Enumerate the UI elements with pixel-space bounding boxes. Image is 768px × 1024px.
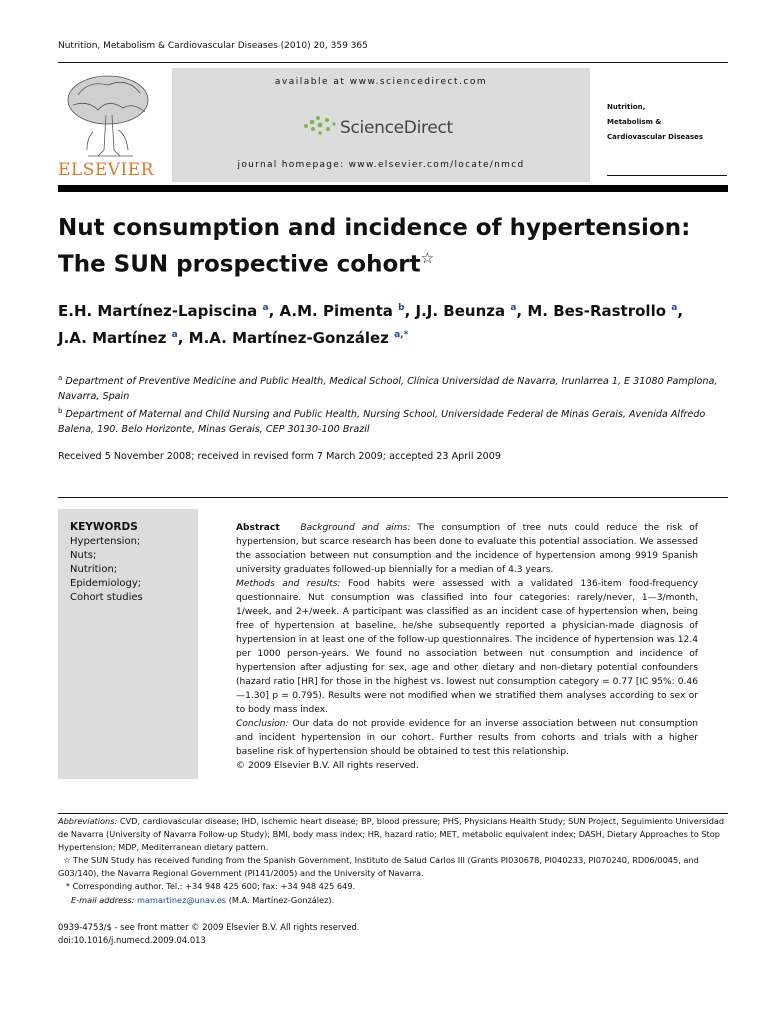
- issn-block: [58, 921, 359, 947]
- issn-line: 0939-4753/$ - see front matter © 2009 Elsevier B.V. All rights reserved.: [58, 922, 360, 932]
- email-link[interactable]: mamartinez@unav.es: [137, 894, 227, 905]
- journal-name: [607, 100, 727, 145]
- abstract-copyright: © 2009 Elsevier B.V. All rights reserved.: [236, 761, 419, 771]
- abbreviations-text: CVD, cardiovascular disease; IHD, ischemic heart disease; BP, blood pressure; PHS, Physicians Health Study; SUN Project, Seguimiento Universidad de Navarra (University of Navarra Follow-up Study); BMI, body mass index; HR, hazard ratio; MET, metabolic equivalent index; DASH, Dietary Approaches to Stop Hypertension; MDP, Mediterranean dietary pattern.: [58, 816, 725, 853]
- affiliation: [58, 371, 728, 404]
- email-note: [58, 894, 728, 907]
- corresponding-note: [58, 880, 728, 893]
- elsevier-wordmark: ELSEVIER: [58, 160, 154, 180]
- keyword: Hypertension;: [70, 536, 141, 547]
- email-owner: (M.A. Martínez-González).: [228, 894, 335, 905]
- affiliation-link[interactable]: a: [171, 330, 178, 340]
- sciencedirect-dots-icon: [300, 112, 340, 138]
- sciencedirect-logo-text: ScienceDirect: [340, 118, 453, 138]
- abstract-label: Abstract: [236, 523, 280, 533]
- abbreviations-label: Abbreviations:: [58, 816, 118, 826]
- author-separator: ,: [268, 302, 280, 320]
- affiliation: [58, 404, 728, 437]
- methods-label: Methods and results:: [236, 579, 341, 589]
- affiliation-link[interactable]: a: [262, 303, 269, 313]
- journal-name-line: Cardiovascular Diseases: [607, 133, 704, 141]
- abstract-methods: [236, 577, 698, 717]
- affiliation-link[interactable]: a,*: [394, 330, 409, 340]
- author-line: [58, 323, 728, 350]
- aims-text: The consumption of tree nuts could reduce the risk of hypertension, but scarce research has been done to evaluate this potential association. We assessed the association between nut consumption and the incidence of hypertension among 9919 Spanish university graduates followed-up biennially for a median of 4.3 years.: [236, 523, 698, 575]
- abstract-aims: [236, 521, 698, 577]
- author-separator: ,: [516, 302, 528, 320]
- affiliation-mark: b: [58, 407, 63, 416]
- journal-name-rule: [607, 62, 727, 63]
- sciencedirect-available-text: available at www.sciencedirect.com: [274, 77, 488, 87]
- author-name: J.A. Martínez: [58, 329, 167, 347]
- abstract-rule: [58, 497, 728, 498]
- journal-citation: Nutrition, Metabolism & Cardiovascular Diseases (2010) 20, 359 365: [58, 41, 368, 51]
- affiliation-link[interactable]: b: [398, 303, 405, 313]
- journal-name-bottom-rule: [607, 175, 727, 176]
- header-thick-rule: [58, 185, 728, 192]
- footnote-rule: [58, 813, 728, 814]
- funding-note: [58, 854, 728, 880]
- elsevier-tree-logo: [58, 70, 158, 158]
- journal-name-line: Nutrition,: [607, 103, 646, 111]
- affiliation-text: Department of Preventive Medicine and Public Health, Medical School, Clínica Universidad de Navarra, Irunlarrea 1, E 31080 Pamplona, Navarra, Spain: [58, 376, 718, 402]
- abstract-conclusion: [236, 717, 698, 759]
- journal-name-line: Metabolism &: [607, 118, 662, 126]
- title-line: The SUN prospective cohort: [58, 251, 421, 278]
- keywords-heading: KEYWORDS: [70, 521, 138, 533]
- keyword: Nuts;: [70, 550, 97, 561]
- affiliation-mark: a: [58, 374, 63, 382]
- abbreviations-note: [58, 815, 728, 854]
- author-separator: ,: [404, 302, 416, 320]
- methods-text: Food habits were assessed with a validated 136-item food-frequency questionnaire. Nut consumption was classified into four categories: rarely/never, 1—3/month, 1/week, and 2+/week. A participant was classified as an incident case of hypertension when, being free of hypertension at baseline, he/she subsequently reported a physician-made diagnosis of hypertension in at least one of the follow-up questionnaires. The incidence of hypertension was 12.4 per 1000 person-years. We found no association between nut consumption and incidence of hypertension after adjusting for sex, age and other dietary and non-dietary potential confounders (hazard ratio [HR] for those in the highest vs. lowest nut consumption category = 0.77 [IC 95%: 0.46—1.30] p = 0.795). Results were not modified when we stratified them analyses according to sex or to body mass index.: [236, 579, 698, 715]
- article-title: [58, 213, 718, 280]
- keyword: Cohort studies: [70, 592, 143, 603]
- conclusion-text: Our data do not provide evidence for an inverse association between nut consumption and incident hypertension in our cohort. Further results from cohorts and trials with a higher baseline risk of hypertension should be obtained to test this relationship.: [236, 719, 698, 757]
- author-line: [58, 296, 728, 323]
- received-dates: Received 5 November 2008; received in revised form 7 March 2009; accepted 23 April 2009: [58, 451, 501, 462]
- affiliation-link[interactable]: a: [671, 303, 678, 313]
- keywords-box: [58, 509, 198, 779]
- footnotes: [58, 815, 728, 907]
- funding-star-icon: ☆: [63, 855, 71, 866]
- doi-line[interactable]: doi:10.1016/j.numecd.2009.04.013: [58, 935, 206, 945]
- journal-homepage-text: journal homepage: www.elsevier.com/locate/nmcd: [237, 160, 525, 170]
- author-name: E.H. Martínez-Lapiscina: [58, 302, 258, 320]
- affiliation-text: Department of Maternal and Child Nursing and Public Health, Nursing School, Universidade Federal de Minas Gerais, Avenida Alfredo Balena, 190. Belo Horizonte, Minas Gerais, CEP 30130-100 Brazil: [58, 409, 706, 435]
- affiliations: [58, 371, 728, 437]
- aims-label: Background and aims:: [300, 523, 411, 533]
- corresponding-text: Corresponding author. Tel.: +34 948 425 600; fax: +34 948 425 649.: [72, 881, 356, 892]
- author-separator: ,: [677, 302, 684, 320]
- author-name: J.J. Beunza: [415, 302, 506, 320]
- title-line: Nut consumption and incidence of hypertension:: [58, 215, 691, 241]
- author-name: A.M. Pimenta: [279, 302, 393, 320]
- funding-text: The SUN Study has received funding from the Spanish Government, Instituto de Salud Carlos III (Grants PI030678, PI040233, PI070240, RD06/0045, and G03/140), the Navarra Regional Government (PI141/2005) and the University of Navarra.: [58, 855, 699, 879]
- keyword: Nutrition;: [70, 564, 118, 575]
- affiliation-link[interactable]: a: [510, 303, 517, 313]
- title-line-2: [58, 243, 718, 280]
- conclusion-label: Conclusion:: [236, 719, 289, 729]
- author-name: M.A. Martínez-González: [188, 329, 389, 347]
- author-list: [58, 296, 728, 350]
- keyword: Epidemiology;: [70, 578, 142, 589]
- funding-star-icon[interactable]: ☆: [420, 249, 435, 267]
- author-name: M. Bes-Rastrollo: [527, 302, 667, 320]
- author-separator: ,: [177, 329, 189, 347]
- email-label: E-mail address:: [71, 894, 135, 905]
- corresponding-mark: *: [65, 881, 70, 892]
- abstract: [236, 521, 698, 773]
